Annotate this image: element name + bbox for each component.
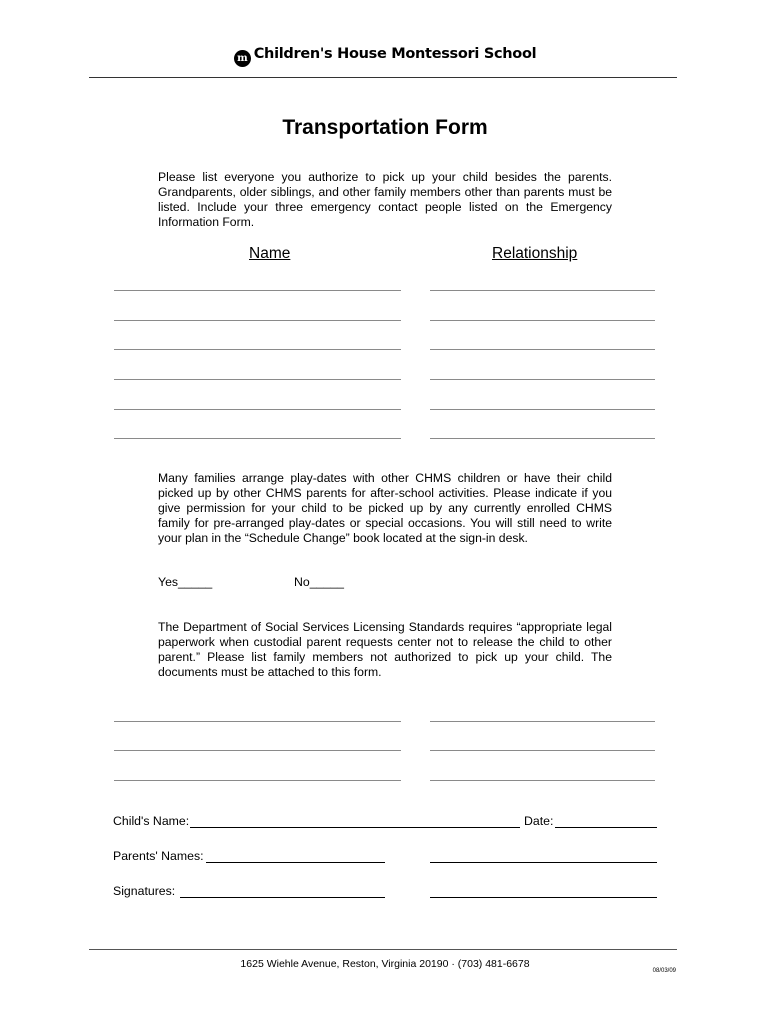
signatures-label: Signatures:	[113, 884, 176, 898]
unauthorized-relationship-line-3[interactable]	[430, 780, 655, 781]
childs-name-field[interactable]	[190, 827, 520, 828]
header-divider	[89, 77, 677, 78]
authorized-name-line-1[interactable]	[114, 290, 401, 291]
unauthorized-name-line-2[interactable]	[114, 750, 401, 751]
authorized-name-line-6[interactable]	[114, 438, 401, 439]
unauthorized-name-line-1[interactable]	[114, 721, 401, 722]
authorized-relationship-line-3[interactable]	[430, 349, 655, 350]
school-logo-icon: m	[234, 50, 251, 67]
dss-paragraph: The Department of Social Services Licensing Standards requires “appropriate legal paperwork when custodial parent requests center not to release the child to other parent.” Please list family members not authorized to pick up your child. The documents must be attached to this form.	[158, 620, 612, 679]
date-label: Date:	[524, 814, 554, 828]
signature-field-1[interactable]	[180, 897, 385, 898]
authorized-name-line-2[interactable]	[114, 320, 401, 321]
authorized-relationship-line-5[interactable]	[430, 409, 655, 410]
intro-paragraph: Please list everyone you authorize to pick up your child besides the parents. Grandparents, older siblings, and other family members other than parents must be listed. Include your three emergency contact people listed on the Emergency Information Form.	[158, 170, 612, 229]
name-column-heading: Name	[249, 245, 291, 262]
no-option[interactable]: No_____	[294, 575, 344, 589]
school-address: 1625 Wiehle Avenue, Reston, Virginia 20190 · (703) 481-6678	[240, 958, 530, 970]
form-title: Transportation Form	[282, 116, 488, 139]
childs-name-label: Child's Name:	[113, 814, 190, 828]
parent-name-field-2[interactable]	[430, 862, 657, 863]
school-header	[0, 46, 770, 67]
authorized-name-line-5[interactable]	[114, 409, 401, 410]
authorized-relationship-line-2[interactable]	[430, 320, 655, 321]
authorized-relationship-line-1[interactable]	[430, 290, 655, 291]
unauthorized-relationship-line-2[interactable]	[430, 750, 655, 751]
playdates-paragraph: Many families arrange play-dates with other CHMS children or have their child picked up by other CHMS parents for after-school activities. Please indicate if you give permission for your child to be picked up by any currently enrolled CHMS family for pre-arranged play-dates or special occasions. You will still need to write your plan in the “Schedule Change” book located at the sign-in desk.	[158, 471, 612, 545]
date-field[interactable]	[555, 827, 657, 828]
school-name: Children's House Montessori School	[253, 46, 537, 62]
authorized-name-line-3[interactable]	[114, 349, 401, 350]
signature-field-2[interactable]	[430, 897, 657, 898]
parents-names-label: Parents' Names:	[113, 849, 204, 863]
authorized-name-line-4[interactable]	[114, 379, 401, 380]
relationship-column-heading: Relationship	[492, 245, 578, 262]
authorized-relationship-line-6[interactable]	[430, 438, 655, 439]
yes-option[interactable]: Yes_____	[158, 575, 213, 589]
authorized-relationship-line-4[interactable]	[430, 379, 655, 380]
unauthorized-name-line-3[interactable]	[114, 780, 401, 781]
parent-name-field-1[interactable]	[206, 862, 385, 863]
revision-date: 08/03/09	[652, 968, 676, 974]
footer-divider	[89, 949, 677, 950]
unauthorized-relationship-line-1[interactable]	[430, 721, 655, 722]
